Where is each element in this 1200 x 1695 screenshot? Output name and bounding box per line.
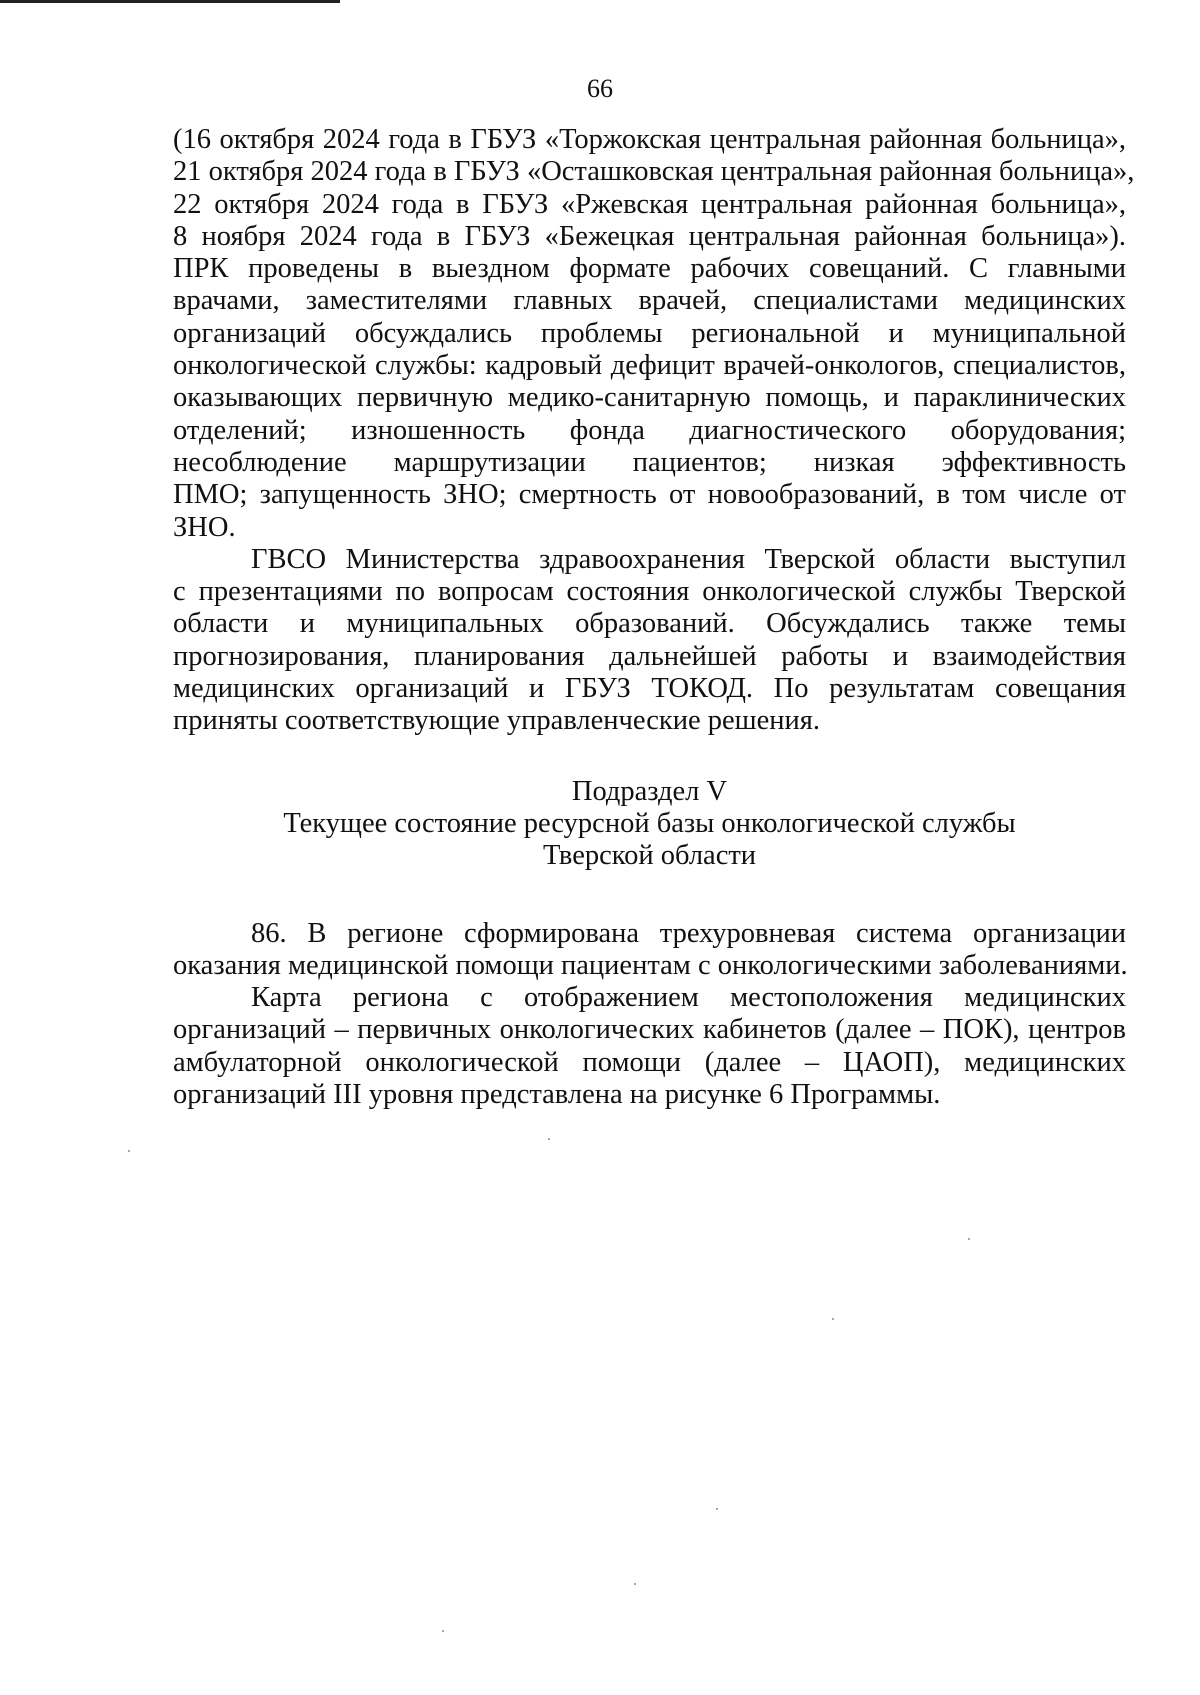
scan-speck (832, 1318, 834, 1320)
section-label: Подраздел V (571, 775, 728, 807)
text-line: врачами, заместителями главных врачей, специалистами медицинских (173, 285, 1126, 317)
text-line: прогнозирования, планирования дальнейшей работы и взаимодействия (173, 640, 1126, 672)
text-line: 22 октября 2024 года в ГБУЗ «Ржевская центральная районная больница», (173, 188, 1126, 220)
page-number: 66 (587, 74, 613, 103)
text-line: ЗНО. (173, 511, 236, 543)
scan-speck (634, 1583, 636, 1585)
section-title: Текущее состояние ресурсной базы онкологической службы (283, 807, 1016, 839)
text-line: ПРК проведены в выездном формате рабочих совещаний. С главными (173, 253, 1126, 285)
paragraph-4 (173, 982, 1126, 1111)
text-line: организаций III уровня представлена на рисунке 6 Программы. (173, 1079, 941, 1111)
text-line: медицинских организаций и ГБУЗ ТОКОД. По результатам совещания (173, 673, 1126, 705)
text-line: 8 ноября 2024 года в ГБУЗ «Бежецкая центральная районная больница»). (173, 220, 1126, 252)
text-line: отделений; изношенность фонда диагностического оборудования; (173, 414, 1126, 446)
text-line: Карта региона с отображением местоположения медицинских (251, 982, 1126, 1014)
text-line: оказания медицинской помощи пациентам с онкологическими заболеваниями. (173, 949, 1128, 981)
text-line: ПМО; запущенность ЗНО; смертность от новообразований, в том числе от (173, 479, 1126, 511)
text-line: ГВСО Министерства здравоохранения Тверской области выступил (251, 543, 1126, 575)
scan-speck (442, 1630, 444, 1632)
text-line: с презентациями по вопросам состояния онкологической службы Тверской (173, 576, 1126, 608)
text-line: онкологической службы: кадровый дефицит врачей-онкологов, специалистов, (173, 350, 1126, 382)
scan-speck (548, 1138, 550, 1140)
text-line: несоблюдение маршрутизации пациентов; низкая эффективность (173, 446, 1126, 478)
text-line: организаций – первичных онкологических кабинетов (далее – ПОК), центров (173, 1014, 1126, 1046)
text-line: 86. В регионе сформирована трехуровневая система организации (251, 917, 1126, 949)
scan-speck (716, 1508, 718, 1510)
paragraph-1 (173, 124, 1135, 544)
scan-edge-mark (0, 0, 340, 3)
paragraph-2 (173, 544, 1126, 738)
text-line: 21 октября 2024 года в ГБУЗ «Осташковская центральная районная больница», (173, 156, 1135, 188)
paragraph-3 (173, 918, 1126, 983)
text-line: (16 октября 2024 года в ГБУЗ «Торжокская центральная районная больница», (173, 124, 1126, 155)
section-title-continued: Тверской области (542, 840, 757, 872)
text-line: оказывающих первичную медико-санитарную помощь, и параклинических (173, 382, 1126, 414)
text-line: приняты соответствующие управленческие решения. (173, 705, 820, 737)
text-line: амбулаторной онкологической помощи (далее – ЦАОП), медицинских (173, 1046, 1126, 1078)
document-body (173, 124, 1135, 1111)
section-heading (173, 776, 1126, 873)
text-line: области и муниципальных образований. Обсуждались также темы (173, 608, 1126, 640)
scan-speck (128, 1150, 130, 1152)
scan-speck (968, 1238, 970, 1240)
text-line: организаций обсуждались проблемы региональной и муниципальной (173, 317, 1126, 349)
